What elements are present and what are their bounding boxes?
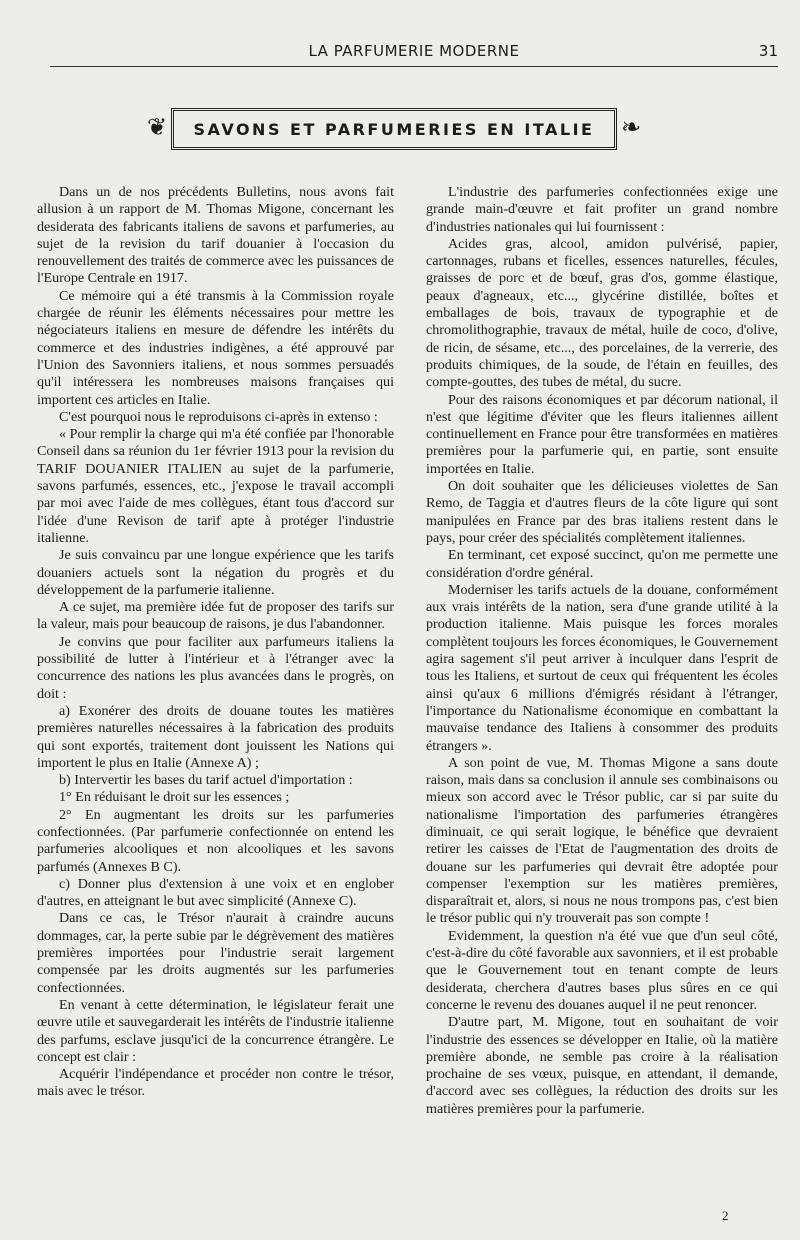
article-title: SAVONS ET PARFUMERIES EN ITALIE bbox=[193, 119, 595, 139]
article-title-banner bbox=[145, 106, 643, 152]
paragraph: A ce sujet, ma première idée fut de proposer des tarifs sur la valeur, mais pour beaucoup de raisons, je dus l'abandonner. bbox=[37, 599, 394, 633]
paragraph: Dans ce cas, le Trésor n'aurait à craindre aucuns dommages, car, la perte subie par le dégrèvement des matières premières importées pour l'industrie serait largement compensée par les droits augmentés sur les parfumeries confectionnées. bbox=[37, 910, 394, 996]
right-column bbox=[426, 184, 778, 1118]
paragraph: c) Donner plus d'extension à une voix et en englober d'autres, en atteignant le but avec simplicité (Annexe C). bbox=[37, 875, 394, 910]
paragraph: « Pour remplir la charge qui m'a été confiée par l'honorable Conseil dans sa réunion du 1er février 1913 pour la revision du TARIF DOUANIER ITALIEN au sujet de la parfumerie, savons parfumés, essences, etc., j'expose le travail accompli par moi avec l'aide de mes collègues, étant tous d'accord sur l'idée d'une Revison de tarif apte à protéger l'industrie italienne. bbox=[37, 426, 394, 546]
paragraph: a) Exonérer des droits de douane toutes les matières premières naturelles nécessaires à la fabrication des produits qui sont exportés, traitement dont jouissent les Nations qui importent le plus en Italie (Annexe A) ; bbox=[37, 702, 394, 771]
paragraph: b) Intervertir les bases du tarif actuel d'importation : bbox=[59, 772, 353, 789]
page-number: 31 bbox=[758, 42, 778, 60]
paragraph: Pour des raisons économiques et par décorum national, il n'est que légitime d'éviter que les fleurs italiennes aillent continuellement en France pour être transformées en matières premières pour la parfumerie qui, en partie, sont ensuite importées en Italie. bbox=[426, 391, 778, 477]
fleuron-right-icon: ❧ bbox=[620, 115, 642, 141]
paragraph: C'est pourquoi nous le reproduisons ci-après in extenso : bbox=[59, 408, 378, 425]
left-column bbox=[37, 184, 394, 1101]
paragraph: D'autre part, M. Migone, tout en souhaitant de voir l'industrie des essences se développer en Italie, où la matière première abonde, ne semble pas croire à la réalisation prochaine de ses vœux, puisque, en attendant, il demande, d'accord avec ses collègues, la réduction des droits sur les matières premières pour la parfumerie. bbox=[426, 1014, 778, 1117]
paragraph: En venant à cette détermination, le législateur ferait une œuvre utile et sauvegarderait les intérêts de l'industrie italienne des parfums, esclave jusqu'ici de la concurrence étrangère. Le concept est clair : bbox=[37, 996, 394, 1065]
paragraph: 1° En réduisant le droit sur les essences ; bbox=[59, 789, 290, 806]
paragraph: On doit souhaiter que les délicieuses violettes de San Remo, de Taggia et d'autres fleurs de la côte ligure qui sont manipulées en France par des bras italiens restent dans le pays, pour créer des spécialités complètement italiennes. bbox=[426, 478, 778, 546]
paragraph: En terminant, cet exposé succinct, qu'on me permette une considération d'ordre général. bbox=[426, 547, 778, 581]
paragraph: Dans un de nos précédents Bulletins, nous avons fait allusion à un rapport de M. Thomas Migone, concernant les desiderata des fabricants italiens de savons et parfumeries, au sujet de la revision du tarif douanier à l'occasion du renouvellement des traités de commerce avec les puissances de l'Europe Centrale en 1917. bbox=[37, 184, 394, 287]
paragraph: 2° En augmentant les droits sur les parfumeries confectionnées. (Par parfumerie confectionnée on entend les parfumeries alcooliques et non alcooliques et les savons parfumés (Annexes B C). bbox=[37, 806, 394, 875]
fleuron-left-icon: ❦ bbox=[146, 115, 168, 141]
signature-mark: 2 bbox=[722, 1208, 729, 1223]
header-rule bbox=[50, 66, 778, 67]
running-header bbox=[50, 42, 778, 62]
paragraph: Je convins que pour faciliter aux parfumeurs italiens la possibilité de lutter à l'intérieur et à l'étranger avec la concurrence des nations les plus avancées dans le progrès, on doit : bbox=[37, 633, 394, 702]
paragraph: Acides gras, alcool, amidon pulvérisé, papier, cartonnages, rubans et ficelles, essences naturelles, fécules, graisses de porc et de bœuf, gras d'os, gomme élastique, peaux d'agneaux, etc..., glycérine distillée, boîtes et emballages de bois, travaux de typographie et de chromolithographie, travaux de métal, huile de coco, d'olive, de ricin, de sésame, etc..., des porcelaines, de la verrerie, des produits chimiques, de la soude, de l'étain en feuilles, des compte-gouttes, des tubes de métal, du sucre. bbox=[426, 235, 778, 391]
paragraph: Acquérir l'indépendance et procéder non contre le trésor, mais avec le trésor. bbox=[37, 1066, 394, 1100]
running-title: LA PARFUMERIE MODERNE bbox=[308, 42, 520, 60]
paragraph: Moderniser les tarifs actuels de la douane, conformément aux vrais intérêts de la nation, sera d'une grande utilité à la production italienne. Mais puisque les forces morales complètent toujours les forces économiques, le Gouvernement agira sagement s'il peut arriver à inculquer dans l'esprit de tous les Italiens, et surtout de ceux qui fréquentent les écoles ainsi qu'aux 6 millions d'émigrés résidant à l'étranger, l'importance du Nationalisme économique en combattant la mauvaise tendance des Italiens à consommer des produits étrangers ». bbox=[426, 581, 778, 754]
paragraph: Evidemment, la question n'a été vue que d'un seul côté, c'est-à-dire du côté favorable aux savonniers, et il est probable que le Gouvernement tout en tenant compte de leurs desiderata, cherchera d'autres bases plus sûres en ce qui concerne le revenu des douanes auquel il ne peut renoncer. bbox=[426, 927, 778, 1013]
paragraph: A son point de vue, M. Thomas Migone a sans doute raison, mais dans sa conclusion il annule ses combinaisons ou mieux son accord avec le Trésor public, car si par suite du nationalisme l'importation des parfumeries étrangères diminuait, ce qui serait logique, le bénéfice que devraient retirer les caisses de l'Etat de l'augmentation des droits de douane sur les parfumeries qui devrait être adoptée pour compenser l'exemption sur les matières premières, disparaîtrait et, alors, si nous ne nous trompons pas, c'est bien le trésor public qui n'y trouverait pas son compte ! bbox=[426, 754, 778, 927]
paragraph: Ce mémoire qui a été transmis à la Commission royale chargée de réunir les éléments nécessaires pour mettre les négociateurs italiens en mesure de défendre les intérêts du commerce et des industries indigènes, a été approuvé par l'Union des Savonniers italiens, et nous sommes persuadés qu'il intéressera les nombreuses maisons françaises qui importent ces articles en Italie. bbox=[37, 287, 394, 408]
paragraph: Je suis convaincu par une longue expérience que les tarifs douaniers actuels sont la négation du progrès et du développement de la parfumerie italienne. bbox=[37, 547, 394, 598]
paragraph: L'industrie des parfumeries confectionnées exige une grande main-d'œuvre et fait profiter un grand nombre d'industries nationales qui lui fournissent : bbox=[426, 184, 778, 235]
title-frame bbox=[171, 108, 617, 150]
